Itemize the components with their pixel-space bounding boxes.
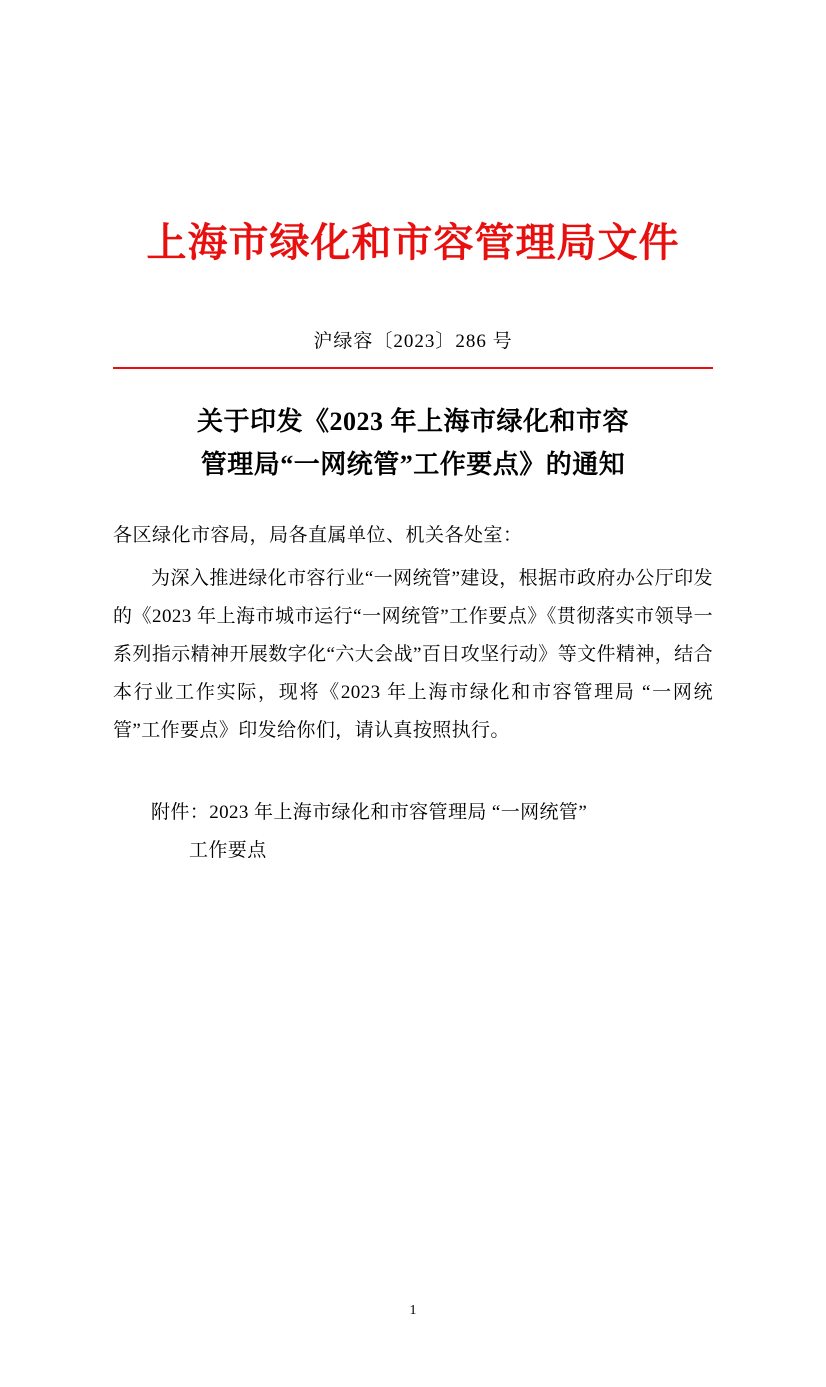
document-number: 沪绿容〔2023〕286 号 — [313, 331, 513, 352]
subject-line-1: 关于印发《2023 年上海市绿化和市容 — [196, 407, 629, 436]
attachment-block — [113, 794, 713, 870]
document-subject — [113, 401, 713, 487]
subject-line-2: 管理局“一网统管”工作要点》的通知 — [200, 449, 626, 479]
body-paragraph-1: 为深入推进绿化市容行业“一网统管”建设，根据市政府办公厅印发的《2023 年上海市城市运行“一网统管”工作要点》《贯彻落实市领导一系列指示精神开展数字化“六大会战”百日攻坚行动》等文件精神，结合本行业工作实际，现将《2023 年上海市绿化和市容管理局 “一网统管”工作要点》印发给你们，请认真按照执行。 — [113, 568, 713, 742]
salutation: 各区绿化市容局，局各直属单位、机关各处室： — [113, 524, 523, 546]
page-number: 1 — [409, 1303, 417, 1318]
red-divider-rule — [113, 367, 713, 369]
attachment-label-continued: 工作要点 — [189, 840, 267, 862]
document-page — [0, 218, 826, 1387]
document-title: 上海市绿化和市容管理局文件 — [146, 220, 680, 265]
attachment-label: 附件：2023 年上海市绿化和市容管理局 “一网统管” — [151, 802, 588, 824]
